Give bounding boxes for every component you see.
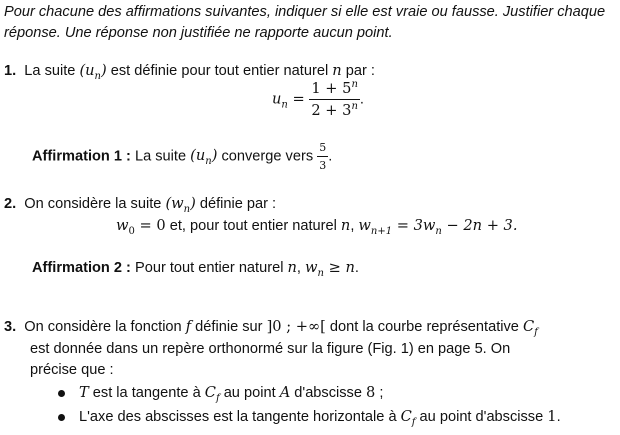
recurrence-definition: $w_0 = 0$ et, pour tout entier naturel n, $w_{n+1} = 3w_n - 2n + 3$. — [116, 217, 518, 237]
question-number: 1. — [4, 63, 17, 79]
affirmation-1: Affirmation 1 : La suite $(u_n)$ converge vers $\frac{5}{3}$ . — [32, 141, 333, 172]
affirmation-label: Affirmation 2 : — [32, 260, 131, 276]
affirmation-label: Affirmation 1 : — [32, 148, 131, 165]
question-number: 3. — [4, 319, 17, 335]
bullet-icon — [58, 414, 65, 421]
formula-u-n: $u_n$ = $\frac{1 + 5^n}{2 + 3^n}$ . — [272, 79, 364, 119]
question-2-statement: 2. On considère la suite $(w_n)$ définie par : — [4, 195, 277, 215]
affirmation-2: Affirmation 2 : Pour tout entier naturel n, $w_n \ge n$. — [32, 259, 359, 279]
question-3-line-3: précise que : — [30, 362, 114, 378]
bullet-item-tangent: T est la tangente à $C_f$ au point A d'abscisse 8 ; — [58, 384, 383, 401]
bullet-icon — [58, 390, 65, 397]
question-3-statement: 3. On considère la fonction f définie sur ]0 ; +∞[ dont la courbe représentative $C_f$ — [4, 318, 538, 338]
question-1-statement: 1. La suite $(u_n)$ est définie pour tout entier naturel n par : — [4, 62, 375, 82]
fraction-5-3: $\frac{5}{3}$ — [319, 141, 327, 172]
question-number: 2. — [4, 196, 17, 212]
instructions: Pour chacune des affirmations suivantes, indiquer si elle est vraie ou fausse. Justifier chaque réponse. Une réponse non justifiée ne rapporte aucun point. — [4, 4, 606, 41]
fraction: $\frac{1 + 5^n}{2 + 3^n}$ — [311, 79, 358, 119]
sequence-u: $(u_n)$ — [79, 62, 107, 82]
question-3-line-2: est donnée dans un repère orthonormé sur la figure (Fig. 1) en page 5. On — [30, 341, 511, 357]
bullet-item-horizontal-tangent: L'axe des abscisses est la tangente horizontale à $C_f$ au point d'abscisse 1. — [58, 408, 561, 425]
